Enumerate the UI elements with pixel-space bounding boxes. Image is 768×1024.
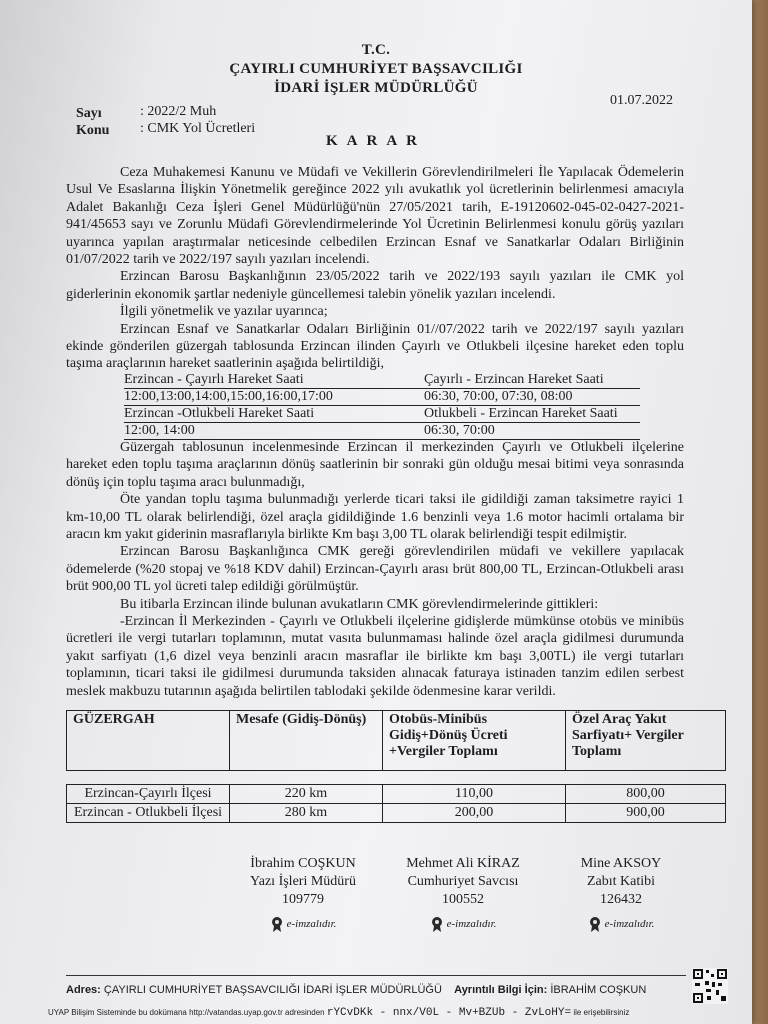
header-tc: T.C. — [361, 42, 391, 58]
fee-table-header-row — [67, 711, 726, 771]
schedule-row — [124, 423, 640, 440]
signatory-number: 109779 — [282, 892, 324, 907]
signature-block — [218, 855, 388, 933]
fee-header-cell: Mesafe (Gidiş-Dönüş) — [230, 711, 383, 771]
signatory-name: İbrahim COŞKUN — [250, 856, 356, 871]
konu-label: Konu — [76, 123, 110, 138]
sayi-label: Sayı — [76, 106, 102, 121]
table-row — [67, 785, 726, 804]
footer-address — [66, 984, 646, 996]
paragraph: -Erzincan İl Merkezinden - Çayırlı ve Otlukbeli ilçelerine gidişlerde mümkünse otobüs ve minibüs ücretleri ile vergi tutarları toplamının, mutat vasıta bulunmaması halinde özel araçla gidilmesi durumunda yakıt sarfiyatı (1,6 dizel veya benzinli aracın masraflar ile birlikte km başı 3,00TL) ile vergi tutarları toplamının, ticari taksi ile gidilmesi durumunda taksiden alınacak faturaya istinaden tanzim edilen serbest meslek makbuzu tutarının aşağıda belirtilen tablodaki şekilde ödenmesine karar verildi. — [66, 614, 684, 699]
bus-fee-cell: 200,00 — [383, 804, 566, 823]
schedule-cell: 06:30, 70:00 — [424, 423, 495, 438]
car-fee-cell: 900,00 — [566, 804, 726, 823]
header-department: İDARİ İŞLER MÜDÜRLÜĞÜ — [274, 80, 478, 96]
e-signature-text: e-imzalıdır. — [604, 918, 655, 930]
paragraph: Erzincan Esnaf ve Sanatkarlar Odaları Birliğinin 01//07/2022 tarih ve 2022/197 sayılı yazıları ekinde gönderilen güzergah tablosunda Erzincan ilinden Çayırlı ve Otlukbeli ilçesine hareket eden toplu taşıma araçlarının hareket saatlerinin aşağıda belirtildiği, — [66, 321, 684, 372]
e-signature-text: e-imzalıdır. — [286, 918, 337, 930]
document-date: 01.07.2022 — [610, 93, 673, 108]
schedule-cell: Çayırlı - Erzincan Hareket Saati — [424, 372, 604, 387]
e-signature-seal-icon — [588, 916, 602, 932]
paragraph: Bu itibarla Erzincan ilinde bulunan avukatların CMK görevlendirmelerinde gittikleri: — [120, 596, 599, 612]
e-signature-text: e-imzalıdır. — [446, 918, 497, 930]
address-label: Adres: — [66, 984, 101, 996]
signatory-title: Yazı İşleri Müdürü — [250, 874, 356, 889]
signature-block — [378, 855, 548, 933]
car-fee-cell: 800,00 — [566, 785, 726, 804]
fee-table-spacer — [67, 771, 726, 785]
schedule-cell: Erzincan -Otlukbeli Hareket Saati — [124, 406, 315, 421]
signature-block — [536, 855, 706, 933]
paragraph: Güzergah tablosunun incelenmesinde Erzincan il merkezinden Çayırlı ve Otlukbeli ilçelerine hareket eden toplu taşıma araçlarının dönüş saatlerinin bir sonraki gün olduğu mesai bitimi veya sonrasında dönüş için toplu taşıma aracı bulunmadığı, — [66, 440, 684, 490]
table-row — [67, 804, 726, 823]
schedule-row — [124, 372, 640, 389]
address-text: ÇAYIRLI CUMHURİYET BAŞSAVCILIĞI İDARİ İŞLER MÜDÜRLÜĞÜ — [103, 984, 442, 996]
schedule-cell: 12:00,13:00,14:00,15:00,16:00,17:00 — [124, 389, 333, 404]
fee-header-cell: Özel Araç Yakıt Sarfiyatı+ Vergiler Toplamı — [566, 711, 726, 771]
schedule-cell: Erzincan - Çayırlı Hareket Saati — [124, 372, 304, 387]
signatory-name: Mine AKSOY — [580, 856, 662, 871]
uyap-verification — [48, 1007, 629, 1019]
fee-table — [66, 710, 726, 823]
body-section-2 — [66, 439, 684, 700]
header-office: ÇAYIRLI CUMHURİYET BAŞSAVCILIĞI — [229, 61, 523, 77]
konu-value: : CMK Yol Ücretleri — [140, 121, 256, 136]
footer-divider — [66, 975, 686, 976]
distance-cell: 220 km — [230, 785, 383, 804]
paragraph: Ceza Muhakemesi Kanunu ve Müdafi ve Vekillerin Görevlendirilmeleri İle Yapılacak Ödemelerin Usul Ve Esaslarına İlişkin Yönetmelik gereğince 2022 yılı avukatlık yol ücretlerinin belirlenmesi amacıyla Adalet Bakanlığı Ceza İşleri Genel Müdürlüğü'nün 27/05/2021 tarih, E-19120602-045-02-0427-2021-941/45653 sayı ve Zorunlu Müdafi Görevlendirmelerinde Yol Ücretinin Belirlenmesi konulu görüş yazıları uyarınca yapılan araştırmalar neticesinde celbedilen Erzincan Esnaf ve Sanatkarlar Odaları Birliğinin 01/07/2022 tarih ve 2022/197 sayılı yazıları incelendi. — [66, 165, 684, 268]
qr-code-icon — [692, 968, 728, 1004]
e-signature — [218, 915, 388, 933]
body-section-1 — [66, 164, 684, 373]
schedule-cell: 12:00, 14:00 — [124, 423, 195, 438]
schedule-cell: Otlukbeli - Erzincan Hareket Saati — [424, 406, 618, 421]
paragraph: Erzincan Barosu Başkanlığınca CMK gereği görevlendirilen müdafi ve vekillere yapılacak ödemelerde (%20 stopaj ve %18 KDV dahil) Erzincan-Çayırlı arası brüt 800,00 TL, Erzincan-Otlukbeli arası brüt 900,00 TL yol ücreti talep edildiği görülmüştür. — [66, 544, 684, 595]
bus-fee-cell: 110,00 — [383, 785, 566, 804]
fee-header-cell: GÜZERGAH — [67, 711, 230, 771]
info-name: İBRAHİM COŞKUN — [550, 984, 647, 996]
document-title: KARAR — [326, 133, 426, 149]
e-signature — [536, 915, 706, 933]
fee-header-cell: Otobüs-Minibüs Gidiş+Dönüş Ücreti +Vergiler Toplamı — [383, 711, 566, 771]
route-cell: Erzincan - Otlukbeli İlçesi — [67, 804, 230, 823]
signatory-name: Mehmet Ali KİRAZ — [406, 856, 520, 871]
signatory-title: Cumhuriyet Savcısı — [407, 874, 519, 889]
paragraph: İlgili yönetmelik ve yazılar uyarınca; — [120, 304, 328, 320]
distance-cell: 280 km — [230, 804, 383, 823]
schedule-row — [124, 406, 640, 423]
uyap-suffix: ile erişebilirsiniz — [573, 1008, 630, 1017]
signatory-number: 100552 — [442, 892, 484, 907]
signatory-number: 126432 — [600, 892, 642, 907]
e-signature-seal-icon — [270, 916, 284, 932]
uyap-code: rYCvDKk - nnx/V0L - Mv+BZUb - ZvLoHY= — [326, 1007, 572, 1019]
signatory-title: Zabıt Katibi — [586, 874, 656, 889]
uyap-text: UYAP Bilişim Sisteminde bu dokümana http://vatandas.uyap.gov.tr adresinden — [48, 1008, 325, 1017]
e-signature — [378, 915, 548, 933]
route-cell: Erzincan-Çayırlı İlçesi — [67, 785, 230, 804]
paragraph: Öte yandan toplu taşıma bulunmadığı yerlerde ticari taksi ile gidildiği zaman taksimetre rayici 1 km-10,00 TL olarak belirlendiği, özel araçla gidildiğinde 1.6 benzinli veya 1.6 motor hacimli ortalama bir aracın km yakıt giderinin masraflarıyla birlikte Km başı 3,00 TL olarak belirlendiği tespit edilmiştir. — [66, 492, 684, 543]
schedule-table — [124, 372, 640, 440]
schedule-row — [124, 389, 640, 406]
info-label: Ayrıntılı Bilgi İçin: — [454, 984, 548, 996]
schedule-cell: 06:30, 70:00, 07:30, 08:00 — [424, 389, 573, 404]
paragraph: Erzincan Barosu Başkanlığının 23/05/2022 tarih ve 2022/193 sayılı yazıları ile CMK yol giderlerinin ekonomik şartlar nedeniyle güncellemesi talebin yönelik yazıları incelendi. — [66, 269, 684, 302]
sayi-value: : 2022/2 Muh — [140, 104, 217, 119]
e-signature-seal-icon — [430, 916, 444, 932]
